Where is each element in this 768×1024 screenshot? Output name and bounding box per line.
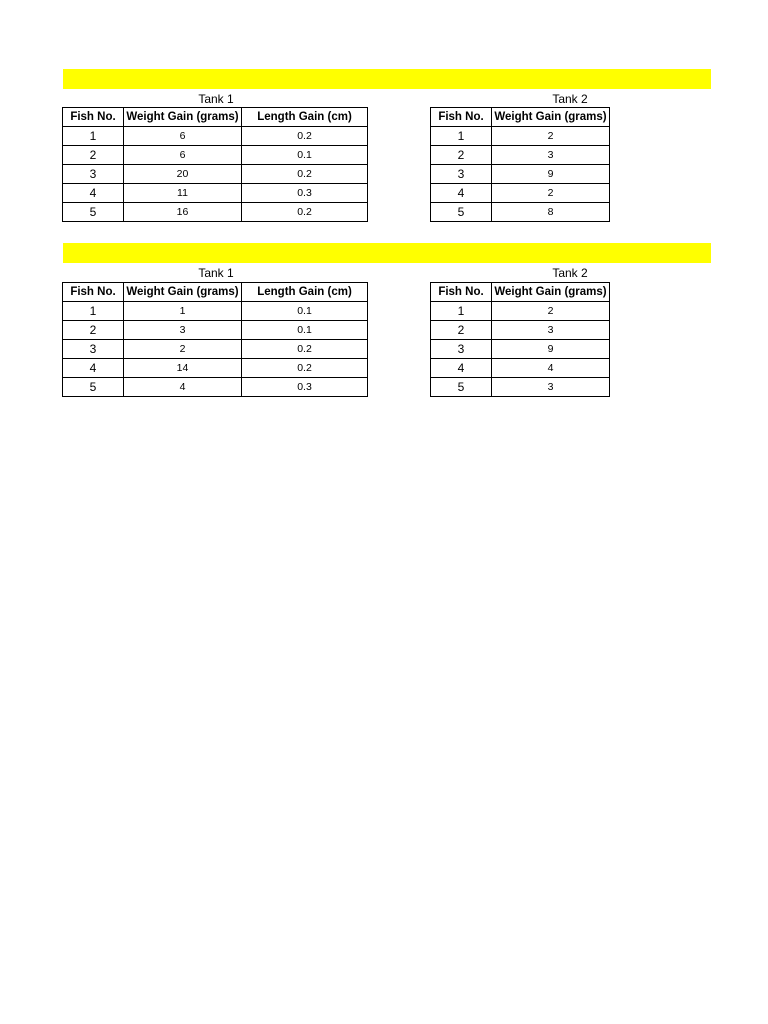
fish-no-cell: 2 [431,146,492,165]
table-header-row [431,108,610,127]
fish-no-cell: 1 [431,127,492,146]
weight-gain-cell: 9 [492,340,610,359]
fish-no-cell: 5 [63,203,124,222]
length-gain-cell: 0.2 [242,203,368,222]
section-1-tank-2-caption: Tank 2 [552,92,588,106]
section-1-tank-2-table [430,107,610,222]
weight-gain-cell: 20 [124,165,242,184]
weight-gain-header: Weight Gain (grams) [124,108,242,127]
table-row [431,203,610,222]
length-gain-cell: 0.1 [242,146,368,165]
table-row [431,378,610,397]
fish-no-cell: 1 [63,302,124,321]
section-2-tank-2-caption: Tank 2 [552,266,588,280]
weight-gain-header: Weight Gain (grams) [492,283,610,302]
table-row [431,302,610,321]
length-gain-cell: 0.2 [242,165,368,184]
fish-no-cell: 3 [63,340,124,359]
length-gain-header: Length Gain (cm) [242,283,368,302]
fish-no-cell: 5 [63,378,124,397]
weight-gain-cell: 2 [492,302,610,321]
fish-no-cell: 2 [431,321,492,340]
table-row [63,184,368,203]
fish-no-cell: 2 [63,321,124,340]
table-row [63,203,368,222]
table-row [63,359,368,378]
weight-gain-cell: 2 [124,340,242,359]
weight-gain-cell: 4 [492,359,610,378]
weight-gain-cell: 3 [492,321,610,340]
section-2-tank-2-table [430,282,610,397]
section-1-highlight-band [63,69,711,89]
table-header-row [431,283,610,302]
table-header-row [63,283,368,302]
fish-no-cell: 3 [63,165,124,184]
table-row [63,321,368,340]
table-row [431,184,610,203]
fish-no-header: Fish No. [431,283,492,302]
fish-no-cell: 4 [431,184,492,203]
weight-gain-cell: 11 [124,184,242,203]
length-gain-cell: 0.3 [242,184,368,203]
length-gain-header: Length Gain (cm) [242,108,368,127]
fish-no-cell: 4 [63,359,124,378]
section-2-highlight-band [63,243,711,263]
table-row [431,127,610,146]
fish-no-header: Fish No. [431,108,492,127]
weight-gain-header: Weight Gain (grams) [492,108,610,127]
weight-gain-cell: 6 [124,146,242,165]
table-row [63,165,368,184]
fish-no-cell: 1 [63,127,124,146]
weight-gain-cell: 14 [124,359,242,378]
table-row [63,146,368,165]
weight-gain-cell: 6 [124,127,242,146]
weight-gain-cell: 4 [124,378,242,397]
table-row [63,340,368,359]
weight-gain-cell: 2 [492,184,610,203]
table-row [431,340,610,359]
length-gain-cell: 0.3 [242,378,368,397]
fish-no-cell: 5 [431,203,492,222]
table-row [63,302,368,321]
fish-no-cell: 5 [431,378,492,397]
length-gain-cell: 0.1 [242,302,368,321]
section-2-tank-1-table [62,282,368,397]
length-gain-cell: 0.2 [242,340,368,359]
weight-gain-cell: 8 [492,203,610,222]
fish-no-cell: 3 [431,340,492,359]
length-gain-cell: 0.1 [242,321,368,340]
table-row [431,146,610,165]
table-row [431,359,610,378]
table-header-row [63,108,368,127]
section-1-tank-1-table [62,107,368,222]
weight-gain-cell: 1 [124,302,242,321]
weight-gain-cell: 9 [492,165,610,184]
fish-no-header: Fish No. [63,108,124,127]
section-2-tank-1-caption: Tank 1 [198,266,234,280]
fish-no-header: Fish No. [63,283,124,302]
table-row [63,127,368,146]
weight-gain-cell: 2 [492,127,610,146]
fish-no-cell: 2 [63,146,124,165]
weight-gain-header: Weight Gain (grams) [124,283,242,302]
weight-gain-cell: 16 [124,203,242,222]
fish-no-cell: 4 [431,359,492,378]
weight-gain-cell: 3 [492,146,610,165]
fish-no-cell: 1 [431,302,492,321]
section-1-tank-1-caption: Tank 1 [198,92,234,106]
fish-no-cell: 3 [431,165,492,184]
fish-no-cell: 4 [63,184,124,203]
table-row [63,378,368,397]
table-row [431,321,610,340]
weight-gain-cell: 3 [124,321,242,340]
weight-gain-cell: 3 [492,378,610,397]
length-gain-cell: 0.2 [242,127,368,146]
table-row [431,165,610,184]
length-gain-cell: 0.2 [242,359,368,378]
